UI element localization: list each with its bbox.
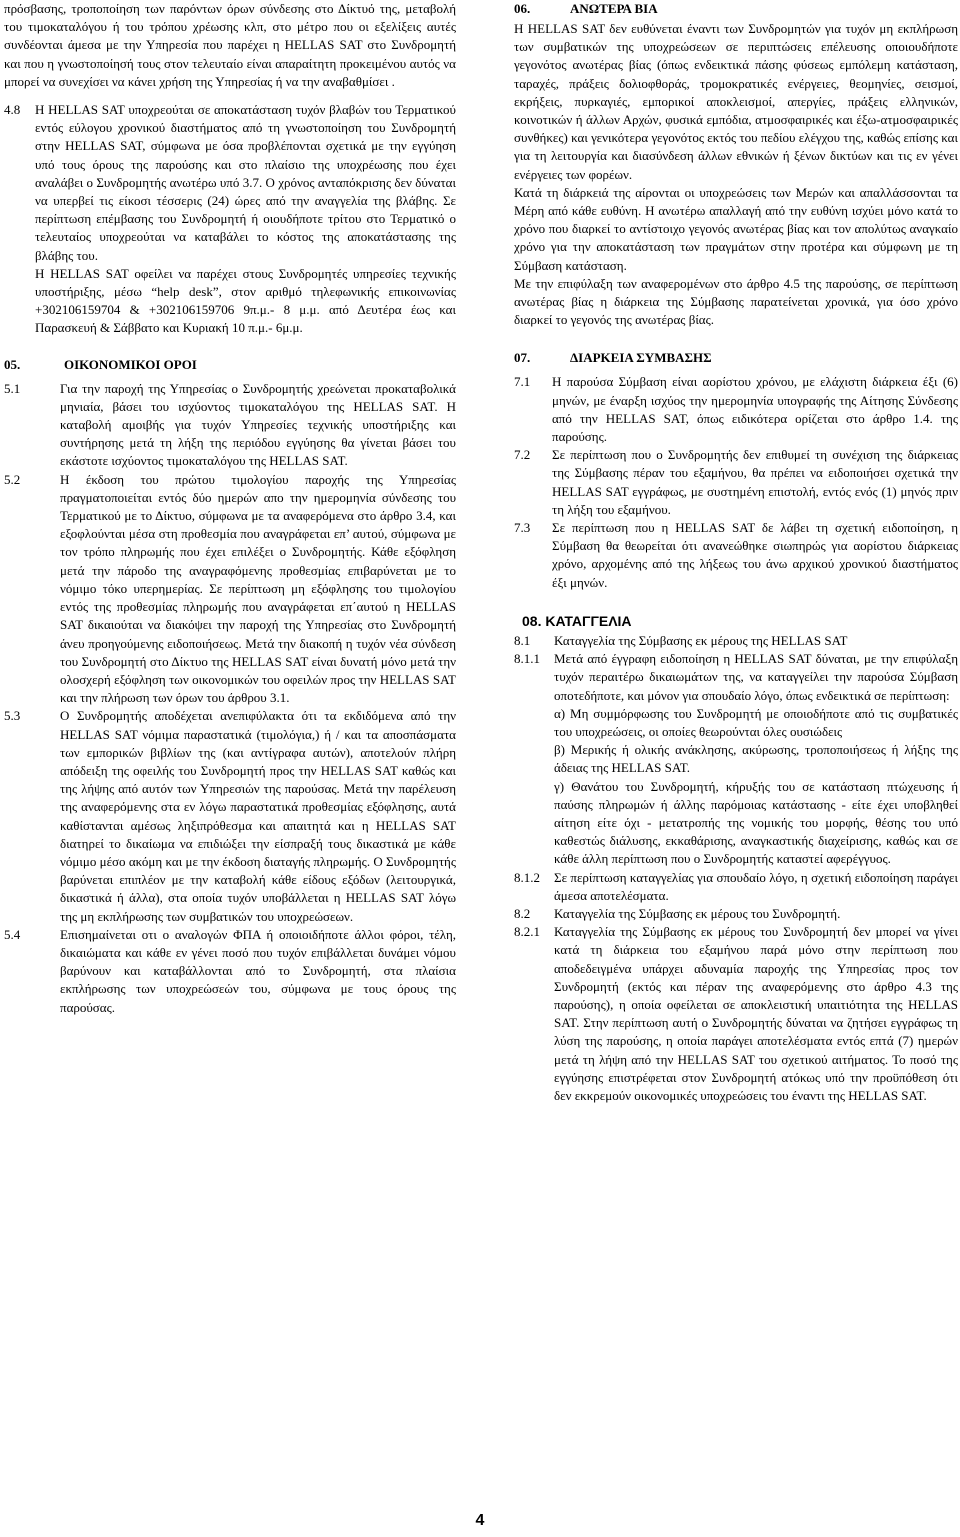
section-7-1-paragraph: Η παρούσα Σύμβαση είναι αορίστου χρόνου, με ελάχιστη διάρκεια έξι (6) μηνών, με έναρξη ισχύος την ημερομηνία υπογραφής της Αίτησης Σύνδεσης από την HELLAS SAT, όπως ειδικότερα ορίζεται στο άρθρο 1.4. της παρούσης.: [552, 374, 958, 445]
section-8-1-1-paragraph: Μετά από έγγραφη ειδοποίηση η HELLAS SAT δύναται, με την επιφύλαξη τυχόν περαιτέρω δικαιωμάτων της, να καταγγείλει την παρούσα Σύμβαση οποτεδήποτε, και μόνον για σπουδαίο λόγο, όπως ενδεικτικά σε περίπτωση:: [554, 651, 958, 703]
section-number: 5.3: [4, 708, 21, 724]
section-8-1-1-item-b: β) Μερικής ή ολικής ανάκλησης, ακύρωσης, τροποποιήσεως ή λήξης της άδειας της HELLAS SAT.: [554, 742, 958, 776]
right-column: [514, 0, 958, 1105]
section-5-4: [4, 926, 456, 1017]
section-8-1-2: [514, 869, 958, 905]
section-number: 5.4: [4, 926, 21, 942]
section-5-3-paragraph: Ο Συνδρομητής αποδέχεται ανεπιφύλακτα ότι τα εκδιδόμενα από την HELLAS SAT νόμιμα παραστατικά (τιμολόγια,) ή / και τα αποσπάσματα των εμπορικών βιβλίων της (και αντίγραφα αυτών), αποτελούν πλήρη απόδειξη της οφειλής του Συνδρομητή προς την HELLAS SAT καθώς και της λήψης από αυτόν των Υπηρεσιών της παρούσας. Μετά την παρέλευση της αναφερόμενης στα εν λόγω παραστατικά προθεσμίας εξόφλησης, αυτά καθίστανται αμέσως ληξιπρόθεσμα και απαιτητά και η HELLAS SAT διατηρεί το δικαίωμα να επιδιώξει την είσπραξή τους δικαστικά με κάθε νόμιμο μέσο ακόμη και με την έκδοση διαταγής πληρωμής. Ο Συνδρομητής βαρύνεται επιπλέον με την καταβολή κάθε είδους εξόδων (λειτουργικά, δικαστικά ή άλλα), στα οποία τυχόν υποβάλλεται η HELLAS SAT λόγω της μη εκπλήρωσης των συμβατικών του υποχρεώσεων.: [60, 708, 456, 924]
section-number: 8.2.1: [514, 924, 540, 940]
section-5-1-paragraph: Για την παροχή της Υπηρεσίας ο Συνδρομητής χρεώνεται προκαταβολικά μηνιαία, βάσει του ισχύοντος τιμοκαταλόγου της HELLAS SAT. Η καταβολή αμοιβής για τυχόν Υπηρεσίες τεχνικής υποστήριξης και συντήρησης μετά τη λήξη της περιόδου εγγύησης θα γίνεται βάσει του εκάστοτε ισχύοντος τιμοκαταλόγου της HELLAS SAT.: [60, 380, 456, 469]
section-8-1-1: [514, 650, 958, 868]
section-number: 5.1: [4, 380, 21, 396]
heading-title: ΔΙΑΡΚΕΙΑ ΣΥΜΒΑΣΗΣ: [570, 350, 712, 366]
heading-number: 06.: [514, 1, 531, 16]
section-8-1: [514, 632, 958, 650]
section-4-8-paragraph-2: Η HELLAS SAT οφείλει να παρέχει στους Συνδρομητές υπηρεσίες τεχνικής υποστήριξης, μέσω “help desk”, στον αριθμό τηλεφωνικής επικοινωνίας +302106159704 & +302106159706 9π.μ.- 8 μ.μ. από Δευτέρα έως και Παρασκευή & Σάββατο και Κυριακή 10 π.μ.- 6μ.μ.: [35, 265, 456, 336]
section-number: 5.2: [4, 471, 21, 487]
section-7-2: [514, 446, 958, 519]
section-number: 7.2: [514, 447, 531, 463]
left-column: [4, 0, 456, 1017]
heading-05: [4, 356, 456, 376]
section-number: 8.1.2: [514, 869, 540, 885]
section-8-2-1-paragraph: Καταγγελία της Σύμβασης εκ μέρους του Συνδρομητή δεν μπορεί να γίνει κατά τη διάρκεια του εξαμήνου παρά μόνο στην περίπτωση που αποδεδειγμένα υπάρχει αδυναμία παροχής της Υπηρεσίας προς τον Συνδρομητή (εκτός και πέραν της αναφερόμενης στο άρθρο 4.3 της παρούσης), η οποία οφείλεται σε αποκλειστική υπαιτιότητα της HELLAS SAT. Στην περίπτωση αυτή ο Συνδρομητής δύναται να ζητήσει εγγράφως τη λύση της παρούσης, η οποία παράγει αποτελέσματα εντός επτά (7) ημερών μετά τη λήψη από την HELLAS SAT του σχετικού αιτήματος. Το ποσό της εγγύησης επιστρέφεται στον Συνδρομητή ατόκως υπό την προϋπόθεση ότι δεν εκκρεμούν οικονομικές υποχρεώσεις του έναντι της HELLAS SAT.: [554, 924, 958, 1103]
section-06-paragraph-2: Κατά τη διάρκειά της αίρονται οι υποχρεώσεις των Μερών και απαλλάσσονται τα Μέρη από κάθε ευθύνη. Η ανωτέρω απαλλαγή από την ευθύνη ισχύει μόνο κατά το χρόνο που διαρκεί το αντίστοιχο γεγονός ανωτέρας βίας και τον απολύτως αναγκαίο χρόνο για την αποκατάσταση των πραγμάτων στην προτέρα και σύμφωνη με τη Σύμβαση κατάσταση.: [514, 184, 958, 273]
section-5-2: [4, 471, 456, 708]
section-8-1-1-item-c: γ) Θανάτου του Συνδρομητή, κήρυξής του σε κατάσταση πτώχευσης ή παύσης πληρωμών ή άλλης παρόμοιας κατάστασης - είτε έχει υποβληθεί αίτηση είτε όχι - μετατροπής της νομικής του μορφής, θέσης του υπό καθεστώς διάλυσης, εκκαθάρισης, αναγκαστικής διαχείρισης, καθώς και σε κάθε άλλη περίπτωση που ο Συνδρομητής καταστεί αφερέγγυος.: [554, 778, 958, 867]
section-06-paragraph-3: Με την επιφύλαξη των αναφερομένων στο άρθρο 4.5 της παρούσης, σε περίπτωση ανωτέρας βίας η διάρκεια της Σύμβασης παρατείνεται χρονικά, για όσο χρόνο διαρκεί το γεγονός της ανωτέρας βίας.: [514, 275, 958, 328]
section-8-1-1-item-a: α) Μη συμμόρφωσης του Συνδρομητή με οποιοδήποτε από τις συμβατικές του υποχρεώσεις, οι οποίες θεωρούνται όλες ουσιώδεις: [554, 705, 958, 739]
section-number: 7.3: [514, 520, 531, 536]
section-7-2-paragraph: Σε περίπτωση που ο Συνδρομητής δεν επιθυμεί τη συνέχιση της διάρκειας της Σύμβασης πέραν του εξαμήνου, θα πρέπει να ειδοποιήσει σχετικά την HELLAS SAT εγγράφως, με συστημένη επιστολή, εντός ενός (1) μηνός πριν τη λήξη του εξαμήνου.: [552, 447, 958, 517]
section-7-3-paragraph: Σε περίπτωση που η HELLAS SAT δε λάβει τη σχετική ειδοποίηση, η Σύμβαση θα θεωρείται ότι ανανεώθηκε σιωπηρώς για αορίστου διάρκειας χρόνο, αρχομένης από της λήξεως του άνω αρχικού χρονικού διαστήματος έξι μηνών.: [552, 520, 958, 590]
section-5-4-paragraph: Επισημαίνεται οτι ο αναλογών ΦΠΑ ή οποιοιδήποτε άλλοι φόροι, τέλη, δικαιώματα και κάθε εν γένει ποσό που τυχόν επιβάλλεται δυνάμει νόμου βαρύνουν και καταβάλλονται από το Συνδρομητή, στα πλαίσια εκπλήρωσης των υποχρεώσεών του, σύμφωνα με τους όρους της παρούσας.: [60, 926, 456, 1015]
heading-07: [514, 349, 958, 369]
section-8-2-1: [514, 923, 958, 1105]
section-intro: [4, 0, 456, 91]
section-8-1-paragraph: Καταγγελία της Σύμβασης εκ μέρους της HELLAS SAT: [554, 632, 848, 648]
heading-number: 05.: [4, 356, 21, 372]
heading-06: [514, 0, 958, 20]
section-8-2-paragraph: Καταγγελία της Σύμβασης εκ μέρους του Συνδρομητή.: [554, 905, 841, 921]
heading-number: 07.: [514, 350, 531, 366]
section-number: 8.1.1: [514, 651, 540, 667]
section-5-2-paragraph: Η έκδοση του πρώτου τιμολογίου παροχής της Υπηρεσίας πραγματοποιείται εντός δύο ημερών απο την ημερομηνία σύνδεσης του Τερματικού με το Δίκτυο, σύμφωνα με τα αναφερόμενα στο άρθρο 3.4, και εξοφλούνται μέσα στη προθεσμία που αναγράφεται επ’ αυτού, σύμφωνα με τον τρόπο πληρωμής που έχει επιλέξει ο Συνδρομητής. Κάθε εξόφληση μετά την πάροδο της αναγραφόμενης προθεσμίας επιβαρύνεται με το νόμιμο τόκο υπερημερίας. Σε περίπτωση μη εξόφλησης του τιμολογίου εντός της προθεσμίας πληρωμής που αναγράφεται επ΄αυτού η HELLAS SAT δικαιούται να διακόψει την παροχή της Υπηρεσίας στο Συνδρομητή άνευ προηγούμενης ειδοποιήσεως. Μετά την διακοπή η τυχόν νέα σύνδεση του Συνδρομητή στο Δίκτυο της HELLAS SAT είναι δυνατή μόνο μετά την ολοσχερή εξόφληση των οικονομικών του οφειλών προς την HELLAS SAT και την πλήρωση των όρων του άρθρου 3.1.: [60, 471, 456, 706]
section-4-8-paragraph-1: Η HELLAS SAT υποχρεούται σε αποκατάσταση τυχόν βλαβών του Τερματικού εντός εύλογου χρονικού διαστήματος από τη γνωστοποίηση του Συνδρομητή στην HELLAS SAT, σύμφωνα με όσα προβλέπονται σχετικά με την εγγύηση υπό τους όρους της παρούσης και στο πλαίσιο της υποχρέωσης που έχει αναλάβει ο Συνδρομητής ανωτέρω υπό 3.7. Ο χρόνος ανταπόκρισης δεν δύναται να υπερβεί τις είκοσι τέσσερις (24) ώρες από την αναγγελία της βλάβης. Σε περίπτωση επέμβασης του Συνδρομητή ή οιουδήποτε τρίτου στο Τερματικό ο τελευταίος υποχρεούται να καταβάλει το κόστος της αποκατάστασης της βλάβης του.: [35, 102, 456, 263]
section-number: 4.8: [4, 102, 21, 118]
section-7-1: [514, 373, 958, 446]
section-5-1: [4, 380, 456, 471]
page-number: 4: [475, 1512, 485, 1529]
intro-paragraph: πρόσβασης, τροποποίηση των παρόντων όρων σύνδεσης στο Δίκτυό της, μεταβολή του τιμοκαταλόγου ή του τρόπου χρέωσης κλπ, στο μέτρο που οι εξελίξεις αυτές συνδέονται άμεσα με την Υπηρεσία που παρέχει η HELLAS SAT στο Συνδρομητή και που η γνωστοποίησή τους στον τελευταίο είναι απαραίτητη προκειμένου αυτός να μπορεί να συνεχίσει να κάνει χρήση της Υπηρεσίας ή να την αναβαθμίσει .: [4, 1, 456, 89]
section-number: 8.2: [514, 905, 531, 921]
section-5-3: [4, 707, 456, 925]
section-06-paragraph-1: Η HELLAS SAT δεν ευθύνεται έναντι των Συνδρομητών για τυχόν μη εκπλήρωση των συμβατικών της υποχρεώσεων σε περιπτώσεις επέλευσης οποιουδήποτε γεγονότος ανωτέρας βίας (όπως ενδεικτικά πάσης φύσεως εμπόλεμη κατάσταση, ταραχές, πράξεις δολιοφθοράς, τρομοκρατικές ενέργειες, θεομηνίες, σεισμοί, εκρήξεις, πυρκαγιές, εμπορικοί αποκλεισμοί, απεργίες, πράξεις ελληνικών, κοινοτικών ή άλλων Αρχών, φυσικά εμπόδια, ατμοσφαιρικές και έξω-ατμοσφαιρικές συνθήκες) και γενικότερα γεγονότος εκτός του πεδίου ελέγχου της, καθώς επίσης και για τη λειτουργία και διασύνδεση άλλων εθνικών ή ξένων δικτύων και τις εν γένει ενέργειες των φορέων.: [514, 21, 958, 182]
heading-title: ΟΙΚΟΝΟΜΙΚΟΙ ΟΡΟΙ: [64, 356, 197, 372]
section-7-3: [514, 519, 958, 592]
heading-title: ΑΝΩΤΕΡΑ ΒΙΑ: [570, 1, 658, 16]
section-8-2: [514, 905, 958, 923]
section-number: 7.1: [514, 374, 531, 390]
section-4-8: [4, 101, 456, 338]
section-number: 8.1: [514, 632, 531, 648]
section-8-1-2-paragraph: Σε περίπτωση καταγγελίας για σπουδαίο λόγο, η σχετική ειδοποίηση παράγει άμεσα αποτελέσματα.: [554, 869, 958, 903]
heading-08: 08. ΚΑΤΑΓΓΕΛΙΑ: [522, 612, 632, 629]
